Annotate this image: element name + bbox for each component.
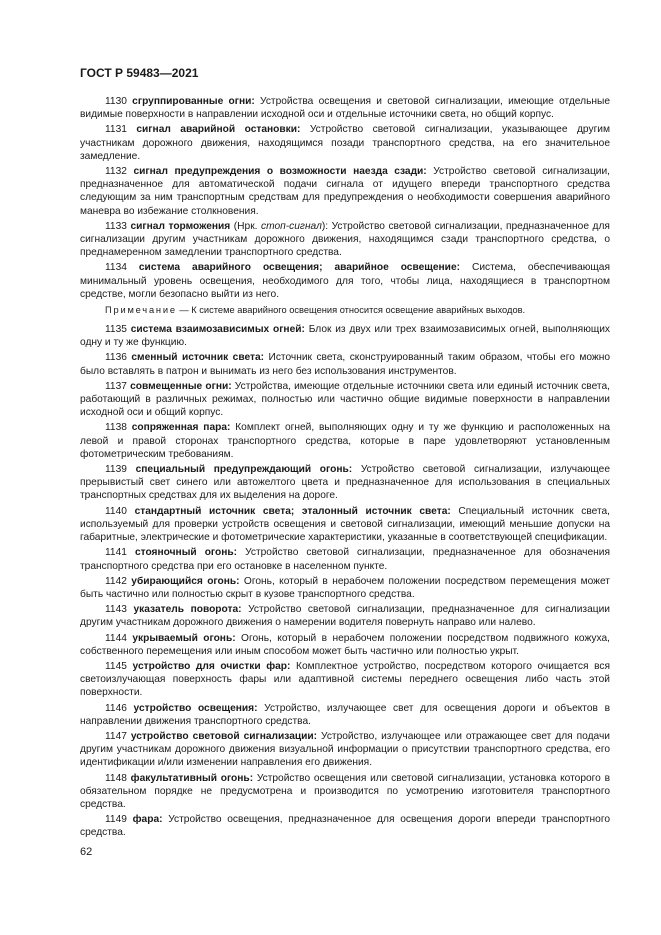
term-entry-1136 — [80, 351, 610, 377]
term-number: 1133 — [105, 220, 127, 232]
term-definition: Огонь, который в нерабочем положении посредством перемещения может быть частично или полностью скрыт в кузове транспортного средства. — [80, 575, 610, 600]
term-definition: Огонь, который в нерабочем положении посредством подвижного кожуха, собственного перемещения или иным способом может быть частично или полностью укрыт. — [80, 632, 610, 657]
term-name: сопряженная пара: — [131, 422, 231, 434]
term-number: 1140 — [105, 505, 127, 517]
term-name: сигнал торможения — [130, 220, 231, 232]
term-entry-1131 — [80, 123, 610, 163]
term-name: сигнал аварийной остановки: — [136, 124, 301, 136]
term-definition: Специальный источник света, используемый для проверки устройств освещения и световой сигнализации, имеющий меньшие допуски на габаритные, электрические и фотометрические характеристики, указанные в соответствующей спецификации. — [80, 505, 610, 544]
term-number: 1145 — [105, 660, 127, 672]
term-name: сигнал предупреждения о возможности наезда сзади: — [133, 166, 427, 178]
term-entry-1147 — [80, 730, 610, 770]
term-entry-1137 — [80, 380, 610, 420]
page-number: 62 — [80, 846, 93, 858]
term-name: фара: — [132, 814, 163, 826]
term-number: 1131 — [105, 124, 127, 136]
term-definition: Комплект огней, выполняющих одну и ту же функцию и расположенных на левой и правой сторонах транспортного средства, которые в паре удовлетворяют установленным фотометрическим требованиям. — [80, 422, 610, 460]
term-entry-1133 — [80, 220, 610, 260]
term-name: устройство освещения: — [133, 702, 258, 714]
term-entry-1148 — [80, 772, 610, 812]
note — [80, 304, 610, 317]
term-name: система аварийного освещения; аварийное освещение: — [138, 262, 460, 274]
standard-header: ГОСТ Р 59483—2021 — [80, 66, 199, 80]
term-number: 1138 — [105, 422, 127, 434]
term-definition: Устройства освещения и световой сигнализации, имеющие отдельные видимые поверхности в направлении исходной оси и отдельные источники света, но общий корпус. — [80, 96, 610, 121]
term-definition: Блок из двух или трех взаимозависимых огней, выполняющих одну и ту же функцию. — [80, 324, 610, 349]
term-entry-1141 — [80, 546, 610, 572]
term-name: система взаимозависимых огней: — [130, 324, 305, 336]
term-definition: Комплектное устройство, посредством которого очищается вся светоизлучающая поверхность фары или адаптивной системы переднего освещения либо часть этой поверхности. — [80, 660, 610, 699]
term-name: факультативный огонь: — [130, 772, 254, 784]
term-number: 1142 — [105, 575, 127, 587]
term-alternative: стоп-сигнал — [261, 220, 322, 232]
term-name: сгруппированные огни: — [132, 96, 255, 107]
term-number: 1139 — [105, 464, 127, 476]
term-number: 1141 — [105, 547, 127, 559]
term-entry-1134 — [80, 261, 610, 301]
term-number: 1136 — [105, 352, 127, 364]
term-number: 1132 — [105, 166, 127, 178]
term-name: укрываемый огонь: — [132, 632, 236, 644]
term-entry-1143 — [80, 603, 610, 629]
note-text: — К системе аварийного освещения относится освещение аварийных выходов. — [176, 305, 526, 316]
term-number: 1144 — [105, 632, 127, 644]
term-definition: Источник света, сконструированный таким образом, чтобы его можно было вставлять в патрон и вынимать из него без использования инструментов. — [80, 352, 610, 377]
term-number: 1147 — [105, 730, 127, 742]
term-definition: Устройства, имеющие отдельные источники света или единый источник света, работающий в различных режимах, полностью или частично общие видимые поверхности в направлении исходной оси и общий корпус. — [80, 380, 610, 419]
term-entry-1140 — [80, 505, 610, 545]
term-definition: Система, обеспечивающая минимальный уровень освещения, необходимого для того, чтобы лица, находящиеся в транспортном средстве, могли безопасно выйти из него. — [80, 262, 610, 300]
term-definition: Устройство, излучающее свет для освещения дороги и объектов в направлении движения транспортного средства. — [80, 702, 610, 727]
term-definition: Устройство световой сигнализации, предназначенное для обозначения транспортного средства при его остановке в населенном пункте. — [80, 547, 610, 572]
term-name: указатель поворота: — [133, 604, 242, 616]
terms-list — [80, 95, 610, 842]
term-name: сменный источник света: — [131, 352, 265, 364]
term-name: совмещенные огни: — [130, 380, 232, 392]
term-entry-1138 — [80, 421, 610, 461]
term-definition: Устройство световой сигнализации, предназначенное для сигнализации другим участникам дорожного движения о намерении водителя повернуть направо или налево. — [80, 604, 610, 629]
term-number: 1130 — [105, 96, 127, 107]
term-number: 1148 — [105, 772, 127, 784]
note-label: Примечание — [105, 305, 177, 316]
term-name: устройство световой сигнализации: — [130, 730, 318, 742]
term-definition: Устройство, излучающее или отражающее свет для подачи другим участникам дорожного движения визуальной информации о присутствии транспортного средства, его идентификации и/или изменении направления его движения. — [80, 730, 610, 769]
term-entry-1135 — [80, 323, 610, 349]
term-number: 1135 — [105, 324, 127, 336]
term-entry-1132 — [80, 165, 610, 218]
term-entry-1144 — [80, 632, 610, 658]
term-number: 1134 — [105, 262, 127, 274]
term-definition: Устройство освещения, предназначенное для освещения дороги впереди транспортного средства. — [80, 814, 610, 839]
term-prefix: (Нрк. — [230, 220, 262, 232]
term-entry-1139 — [80, 463, 610, 503]
term-number: 1146 — [105, 702, 127, 714]
term-name: специальный предупреждающий огонь: — [135, 464, 353, 476]
term-number: 1137 — [105, 380, 127, 392]
term-definition: Устройство освещения или световой сигнализации, установка которого в обязательном порядке не предусмотрена и производится по усмотрению изготовителя транспортного средства. — [80, 772, 610, 810]
term-entry-1130 — [80, 95, 610, 121]
term-name: стандартный источник света; эталонный источник света: — [134, 505, 451, 517]
term-definition: Устройство световой сигнализации, излучающее прерывистый свет синего или автожелтого цвета и предназначенное для использования в специальных транспортных средствах для их выделения на дороге. — [80, 464, 610, 502]
term-definition: Устройство световой сигнализации, предназначенное для автоматической подачи сигнала от идущего впереди транспортного средства следующим за ним транспортным средствам для предупреждения о необходимости совершения аварийного маневра во избежание столкновения. — [80, 166, 610, 217]
term-entry-1149 — [80, 813, 610, 839]
term-number: 1143 — [105, 604, 127, 616]
term-name: устройство для очистки фар: — [132, 660, 291, 672]
term-name: стояночный огонь: — [134, 547, 238, 559]
term-number: 1149 — [105, 814, 127, 826]
term-entry-1145 — [80, 660, 610, 700]
term-definition: ): Устройство световой сигнализации, предназначенное для сигнализации другим участникам дорожного движения, находящимся сзади транспортного средства, о преднамеренном замедлении транспортного средства. — [80, 220, 610, 259]
term-entry-1146 — [80, 702, 610, 728]
term-name: убирающийся огонь: — [131, 575, 240, 587]
term-entry-1142 — [80, 575, 610, 601]
term-definition: Устройство световой сигнализации, указывающее другим участникам дорожного движения, находящимся позади транспортного средства, на его значительное замедление. — [80, 124, 610, 162]
